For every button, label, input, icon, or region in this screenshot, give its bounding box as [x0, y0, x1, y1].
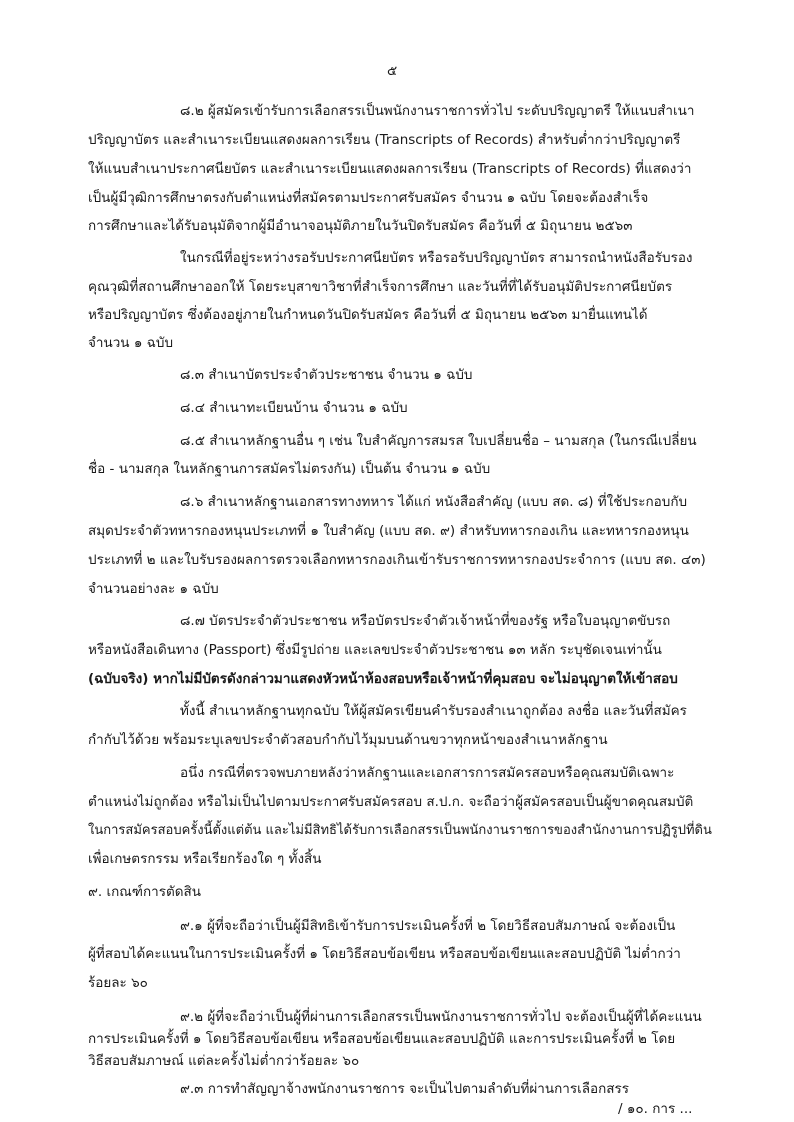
sec-8-7-line-2: หรือหนังสือเดินทาง (Passport) ซึ่งมีรูปถ่าย และเลขประจำตัวประชาชน ๑๓ หลัก ระบุชัดเจนเท่านั้น: [88, 642, 662, 658]
sec-8-5-line-2: ชื่อ - นามสกุล ในหลักฐานการสมัครไม่ตรงกัน) เป็นต้น จำนวน ๑ ฉบับ: [88, 461, 491, 477]
sec-8-5-line-1: ๘.๕ สำเนาหลักฐานอื่น ๆ เช่น ใบสำคัญการสมรส ใบเปลี่ยนชื่อ – นามสกุล (ในกรณีเปลี่ยน: [180, 433, 697, 449]
sec-9-2-line-3: วิธีสอบสัมภาษณ์ แต่ละครั้งไม่ต่ำกว่าร้อยละ ๖๐: [88, 1053, 360, 1069]
sec-8-2-note-line-3: หรือปริญญาบัตร ซึ่งต้องอยู่ภายในกำหนดวันปิดรับสมัคร คือวันที่ ๕ มิถุนายน ๒๕๖๓ มายื่นแทนได้: [88, 307, 648, 323]
sec-9-heading: ๙. เกณฑ์การตัดสิน: [88, 884, 201, 900]
sec-8-2-note-line-4: จำนวน ๑ ฉบับ: [88, 335, 174, 351]
sec-9-2-line-2: การประเมินครั้งที่ ๑ โดยวิธีสอบข้อเขียน หรือสอบข้อเขียนและสอบปฏิบัติ และการประเมินครั้งที่ ๒ โดย: [88, 1031, 676, 1047]
sec-8-2-line-2: ปริญญาบัตร และสำเนาระเบียนแสดงผลการเรียน (Transcripts of Records) สำหรับต่ำกว่าปริญญาตรี: [88, 132, 681, 148]
certify-note-line-2: กำกับไว้ด้วย พร้อมระบุเลขประจำตัวสอบกำกับไว้มุมบนด้านขวาทุกหน้าของสำเนาหลักฐาน: [88, 732, 608, 748]
sec-8-6-line-1: ๘.๖ สำเนาหลักฐานเอกสารทางทหาร ได้แก่ หนังสือสำคัญ (แบบ สด. ๘) ที่ใช้ประกอบกับ: [180, 494, 688, 510]
sec-8-2-line-1: ๘.๒ ผู้สมัครเข้ารับการเลือกสรรเป็นพนักงานราชการทั่วไป ระดับปริญญาตรี ให้แนบสำเนา: [180, 103, 695, 119]
sec-8-6-line-4: จำนวนอย่างละ ๑ ฉบับ: [88, 581, 219, 597]
sec-8-7-line-1: ๘.๗ บัตรประจำตัวประชาชน หรือบัตรประจำตัวเจ้าหน้าที่ของรัฐ หรือใบอนุญาตขับรถ: [180, 613, 671, 629]
sec-8-2-line-3: ให้แนบสำเนาประกาศนียบัตร และสำเนาระเบียนแสดงผลการเรียน (Transcripts of Records) ที่แสดงว่า: [88, 161, 692, 177]
sec-8-3: ๘.๓ สำเนาบัตรประจำตัวประชาชน จำนวน ๑ ฉบับ: [180, 367, 473, 383]
sec-9-2-line-1: ๙.๒ ผู้ที่จะถือว่าเป็นผู้ที่ผ่านการเลือกสรรเป็นพนักงานราชการทั่วไป จะต้องเป็นผู้ที่ได้คะแนน: [180, 1009, 702, 1025]
disqualify-note-line-3: ในการสมัครสอบครั้งนี้ตั้งแต่ต้น และไม่มีสิทธิได้รับการเลือกสรรเป็นพนักงานราชการของสำนักงานการปฏิรูปที่ดิน: [88, 823, 712, 838]
disqualify-note-line-1: อนึ่ง กรณีที่ตรวจพบภายหลังว่าหลักฐานและเอกสารการสมัครสอบหรือคุณสมบัติเฉพาะ: [180, 765, 675, 781]
sec-9-1-line-3: ร้อยละ ๖๐: [88, 975, 148, 991]
page-number: ๕: [387, 63, 398, 79]
sec-8-2-line-4: เป็นผู้มีวุฒิการศึกษาตรงกับตำแหน่งที่สมัครตามประกาศรับสมัคร จำนวน ๑ ฉบับ โดยจะต้องสำเร็จ: [88, 190, 649, 206]
sec-8-2-note-line-1: ในกรณีที่อยู่ระหว่างรอรับประกาศนียบัตร หรือรอรับปริญญาบัตร สามารถนำหนังสือรับรอง: [180, 250, 693, 266]
sec-8-2-note-line-2: คุณวุฒิที่สถานศึกษาออกให้ โดยระบุสาขาวิชาที่สำเร็จการศึกษา และวันที่ที่ได้รับอนุมัติประกาศนียบัตร: [88, 279, 673, 295]
sec-8-6-line-2: สมุดประจำตัวทหารกองหนุนประเภทที่ ๑ ใบสำคัญ (แบบ สด. ๙) สำหรับทหารกองเกิน และทหารกองหนุน: [88, 523, 689, 539]
sec-9-3: ๙.๓ การทำสัญญาจ้างพนักงานราชการ จะเป็นไปตามลำดับที่ผ่านการเลือกสรร: [180, 1081, 629, 1097]
sec-8-4: ๘.๔ สำเนาทะเบียนบ้าน จำนวน ๑ ฉบับ: [180, 400, 408, 416]
sec-9-1-line-2: ผู้ที่สอบได้คะแนนในการประเมินครั้งที่ ๑ โดยวิธีสอบข้อเขียน หรือสอบข้อเขียนและสอบปฏิบัติ ไม่ต่ำกว่า: [88, 946, 681, 962]
sec-8-2-line-5: การศึกษาและได้รับอนุมัติจากผู้มีอำนาจอนุมัติภายในวันปิดรับสมัคร คือวันที่ ๕ มิถุนายน ๒๕๖๓: [88, 218, 633, 234]
sec-8-6-line-3: ประเภทที่ ๒ และใบรับรองผลการตรวจเลือกทหารกองเกินเข้ารับราชการทหารกองประจำการ (แบบ สด. ๔๓): [88, 552, 706, 568]
footer-continuation: / ๑๐. การ ...: [618, 1101, 693, 1117]
certify-note-line-1: ทั้งนี้ สำเนาหลักฐานทุกฉบับ ให้ผู้สมัครเขียนคำรับรองสำเนาถูกต้อง ลงชื่อ และวันที่สมัคร: [180, 703, 687, 719]
disqualify-note-line-4: เพื่อเกษตรกรรม หรือเรียกร้องใด ๆ ทั้งสิ้น: [88, 851, 322, 867]
sec-9-1-line-1: ๙.๑ ผู้ที่จะถือว่าเป็นผู้มีสิทธิเข้ารับการประเมินครั้งที่ ๒ โดยวิธีสอบสัมภาษณ์ จะต้องเป็น: [180, 918, 676, 934]
disqualify-note-line-2: ตำแหน่งไม่ถูกต้อง หรือไม่เป็นไปตามประกาศรับสมัครสอบ ส.ป.ก. จะถือว่าผู้สมัครสอบเป็นผู้ขาดคุณสมบัติ: [88, 794, 694, 810]
sec-8-7-line-3: (ฉบับจริง) หากไม่มีบัตรดังกล่าวมาแสดงหัวหน้าห้องสอบหรือเจ้าหน้าที่คุมสอบ จะไม่อนุญาตให้เข้าสอบ: [88, 671, 678, 687]
